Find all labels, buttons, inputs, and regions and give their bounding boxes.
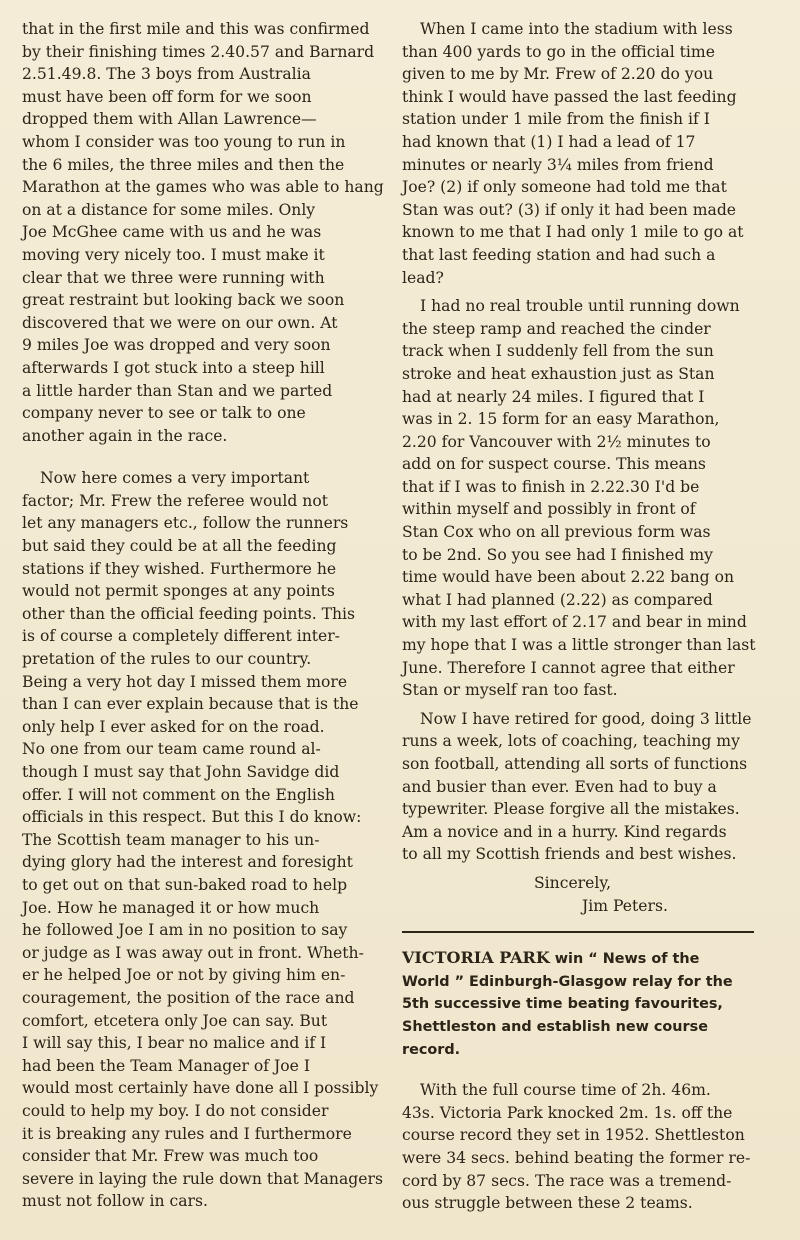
news-headline bbox=[402, 947, 756, 1061]
left-paragraph-1: that in the first mile and this was confirmed by their finishing times 2.40.57 and Barnard 2.51.49.8. The 3 boys from Australia must have been off form for we soon dropped them with Allan Lawrence— whom I consider was too young to run in the 6 miles, the three miles and then the Marathon at the games who was able to hang on at a distance for some miles. Only Joe McGhee came with us and he was moving very nicely too. I must make it clear that we three were running with great restraint but looking back we soon discovered that we were on our own. At 9 miles Joe was dropped and very soon afterwards I got stuck into a steep hill a little harder than Stan and we parted company never to see or talk to one another again in the race. bbox=[22, 20, 384, 445]
left-column bbox=[22, 18, 390, 1213]
section-divider bbox=[402, 931, 754, 933]
signoff-name: Jim Peters. bbox=[582, 896, 668, 915]
news-headline-rest: win “ News of the World ” Edinburgh-Glasgow relay for the 5th successive time beating favourites, Shettleston and establish new course record. bbox=[402, 951, 733, 1058]
right-paragraph-1: When I came into the stadium with less than 400 yards to go in the official time given to me by Mr. Frew of 2.20 do you think I would have passed the last feeding station under 1 mile from the finish if I had known that (1) I had a lead of 17 minutes or nearly 3¼ miles from friend Joe? (2) if only someone had told me that Stan was out? (3) if only it had been made known to me that I had only 1 mile to go at that last feeding station and had such a lead? bbox=[402, 20, 744, 287]
letter-signoff bbox=[402, 872, 756, 917]
signoff-closing: Sincerely, bbox=[534, 873, 612, 892]
right-paragraph-3: Now I have retired for good, doing 3 little runs a week, lots of coaching, teaching my son football, attending all sorts of functions and busier than ever. Even had to buy a typewriter. Please forgive all the mistakes. Am a novice and in a hurry. Kind regards to all my Scottish friends and best wishes. bbox=[402, 709, 752, 864]
news-body: With the full course time of 2h. 46m. 43s. Victoria Park knocked 2m. 1s. off the course record they set in 1952. Shettleston were 34 secs. behind beating the former re- cord by 87 secs. The race was a tremend- ous struggle between these 2 teams. bbox=[402, 1081, 751, 1213]
news-headline-lead: VICTORIA PARK bbox=[402, 948, 550, 968]
left-paragraph-2: Now here comes a very important factor; Mr. Frew the referee would not let any managers etc., follow the runners but said they could be at all the feeding stations if they wished. Furthermore he would not permit sponges at any points other than the official feeding points. This is of course a completely different inter- pretation of the rules to our country. Being a very hot day I missed them more than I can ever explain because that is the only help I ever asked for on the road. No one from our team came round al- though I must say that John Savidge did offer. I will not comment on the English officials in this respect. But this I do know: The Scottish team manager to his un- dying glory had the interest and foresight to get out on that sun-baked road to help Joe. How he managed it or how much he followed Joe I am in no position to say or judge as I was away out in front. Wheth- er he helped Joe or not by giving him en- couragement, the position of the race and comfort, etcetera only Joe can say. But I will say this, I bear no malice and if I had been the Team Manager of Joe I would most certainly have done all I possibly could to help my boy. I do not consider it is breaking any rules and I furthermore consider that Mr. Frew was much too severe in laying the rule down that Managers must not follow in cars. bbox=[22, 469, 383, 1211]
right-column bbox=[402, 18, 756, 1215]
right-paragraph-2: I had no real trouble until running down the steep ramp and reached the cinder track when I suddenly fell from the sun stroke and heat exhaustion just as Stan had at nearly 24 miles. I figured that I was in 2. 15 form for an easy Marathon, 2.20 for Vancouver with 2½ minutes to add on for suspect course. This means that if I was to finish in 2.22.30 I'd be within myself and possibly in front of Stan Cox who on all previous form was to be 2nd. So you see had I finished my time would have been about 2.22 bang on what I had planned (2.22) as compared with my last effort of 2.17 and bear in mind my hope that I was a little stronger than last June. Therefore I cannot agree that either Stan or myself ran too fast. bbox=[402, 297, 756, 700]
